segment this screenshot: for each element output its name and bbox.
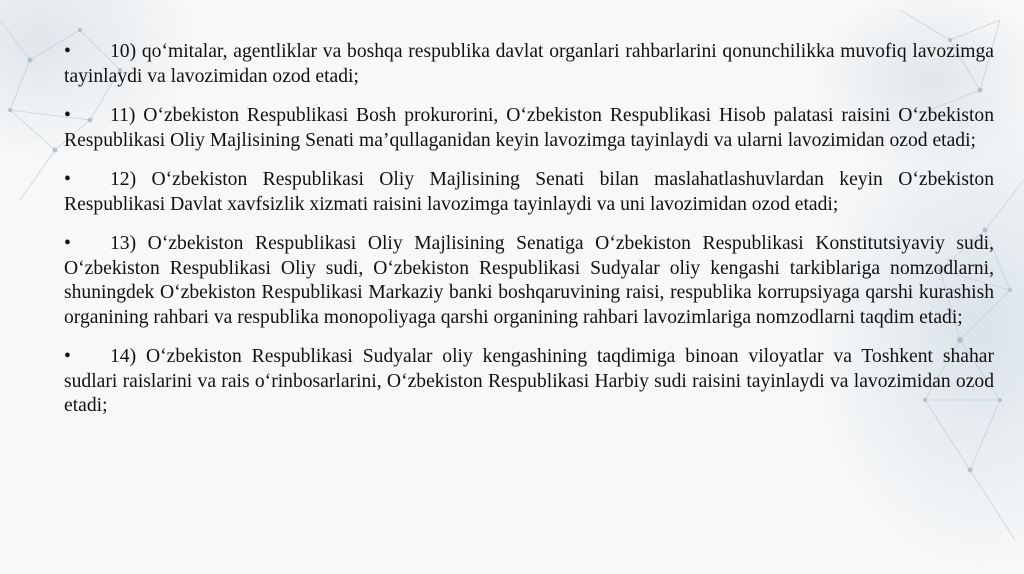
bullet-icon: •	[64, 105, 71, 126]
list-item-text: 10) qo‘mitalar, agentliklar va boshqa respublika davlat organlari rahbarlarini qonunchilikka muvofiq lavozimga tayinlaydi va lavozimidan ozod etadi;	[64, 41, 994, 87]
list-item	[64, 40, 994, 89]
list-item-text: 13) O‘zbekiston Respublikasi Oliy Majlisining Senatiga O‘zbekiston Respublikasi Konstitutsiyaviy sudi, O‘zbekiston Respublikasi Oliy sudi, O‘zbekiston Respublikasi Sudyalar oliy kengashi tarkiblariga nomzodlarni, shuningdek O‘zbekiston Respublikasi Markaziy banki boshqaruvining raisi, respublika korrupsiyaga qarshi kurashish organining rahbari va respublika monopoliyaga qarshi organining rahbari lavozimlariga nomzodlarni taqdim etadi;	[64, 233, 994, 328]
list-item-text: 12) O‘zbekiston Respublikasi Oliy Majlisining Senati bilan maslahatlashuvlardan keyin O‘zbekiston Respublikasi Davlat xavfsizlik xizmati raisini lavozimga tayinlaydi va uni lavozimidan ozod etadi;	[64, 169, 994, 215]
list-item	[64, 168, 994, 217]
slide-content	[64, 40, 994, 434]
bullet-icon: •	[64, 233, 71, 254]
list-item-text: 11) O‘zbekiston Respublikasi Bosh prokurorini, O‘zbekiston Respublikasi Hisob palatasi raisini O‘zbekiston Respublikasi Oliy Majlisining Senati ma’qullaganidan keyin lavozimga tayinlaydi va ularni lavozimidan ozod etadi;	[64, 105, 994, 151]
bullet-icon: •	[64, 41, 71, 62]
list-item	[64, 232, 994, 330]
list-item-text: 14) O‘zbekiston Respublikasi Sudyalar oliy kengashining taqdimiga binoan viloyatlar va Toshkent shahar sudlari raislarini va rais o‘rinbosarlarini, O‘zbekiston Respublikasi Harbiy sudi raisini tayinlaydi va lavozimidan ozod etadi;	[64, 346, 994, 416]
list-item	[64, 104, 994, 153]
list-item	[64, 345, 994, 419]
bullet-icon: •	[64, 169, 71, 190]
bullet-icon: •	[64, 346, 71, 367]
